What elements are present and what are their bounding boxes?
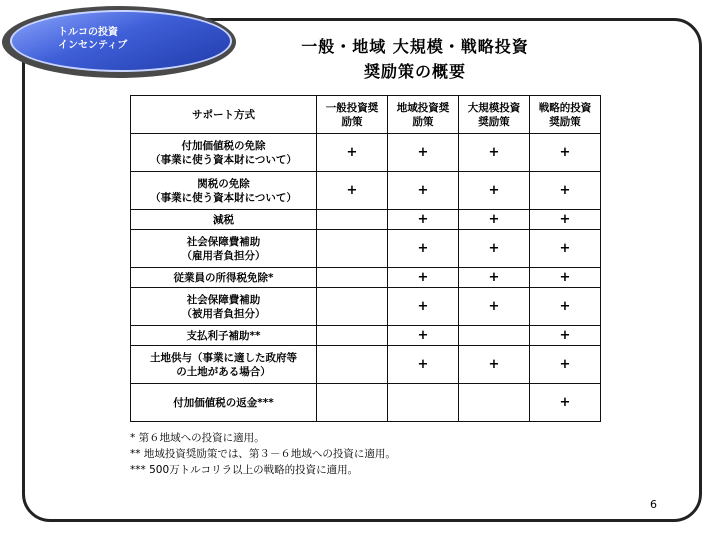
header-general-l2: 励策 — [341, 115, 363, 128]
row-mark: + — [388, 230, 459, 268]
row-mark — [317, 346, 388, 384]
table-row — [131, 230, 601, 268]
row-support-type — [131, 326, 317, 346]
row-support-type — [131, 210, 317, 230]
row-mark: + — [530, 288, 601, 326]
page-number: 6 — [650, 498, 657, 511]
row-label-line-1: 従業員の所得税免除* — [173, 271, 274, 284]
header-support-type: サポート方式 — [131, 96, 317, 134]
header-general-l1: 一般投資奨 — [325, 101, 379, 114]
title-line-2: 奨励策の概要 — [363, 62, 466, 81]
row-mark: + — [530, 172, 601, 210]
row-label-line-2: （事業に使う資本財について） — [150, 153, 297, 166]
title-line-1: 一般・地域 大規模・戦略投資 — [301, 37, 529, 56]
row-mark: + — [459, 134, 530, 172]
footnote-2: ** 地域投資奨励策では、第３－６地域への投資に適用。 — [130, 448, 396, 460]
row-support-type — [131, 384, 317, 422]
row-mark: + — [459, 172, 530, 210]
table-body — [131, 134, 601, 422]
row-mark: + — [530, 134, 601, 172]
row-support-type — [131, 346, 317, 384]
header-strategic-l1: 戦略的投資 — [538, 101, 592, 114]
row-mark: + — [530, 326, 601, 346]
header-strategic — [530, 96, 601, 134]
header-large-scale-l1: 大規模投資 — [467, 101, 521, 114]
row-support-type — [131, 172, 317, 210]
row-label-line-1: 付加価値税の免除 — [181, 139, 266, 152]
header-strategic-l2: 奨励策 — [549, 115, 581, 128]
row-mark: + — [388, 288, 459, 326]
row-mark: + — [388, 346, 459, 384]
incentive-table — [130, 95, 601, 422]
row-mark: + — [388, 172, 459, 210]
row-mark: + — [459, 210, 530, 230]
row-support-type — [131, 268, 317, 288]
table-row — [131, 172, 601, 210]
row-mark — [388, 384, 459, 422]
row-label-line-1: 社会保障費補助 — [186, 235, 261, 248]
header-regional — [388, 96, 459, 134]
page-title — [250, 34, 580, 84]
table-row — [131, 346, 601, 384]
row-mark — [459, 326, 530, 346]
badge-line-1: トルコの投資 — [58, 27, 118, 38]
footnotes — [130, 430, 396, 478]
header-large-scale-l2: 奨励策 — [478, 115, 510, 128]
table-row — [131, 326, 601, 346]
row-mark: + — [530, 230, 601, 268]
row-label-line-1: 支払利子補助** — [186, 329, 261, 342]
row-mark: + — [459, 346, 530, 384]
row-mark: + — [317, 172, 388, 210]
table-row — [131, 210, 601, 230]
table-row — [131, 384, 601, 422]
row-mark: + — [530, 384, 601, 422]
row-mark — [459, 384, 530, 422]
row-mark: + — [530, 210, 601, 230]
row-mark — [317, 288, 388, 326]
row-label-line-2: （事業に使う資本財について） — [150, 191, 297, 204]
table-header-row — [131, 96, 601, 134]
row-support-type — [131, 134, 317, 172]
row-mark: + — [388, 326, 459, 346]
row-support-type — [131, 288, 317, 326]
row-support-type — [131, 230, 317, 268]
header-regional-l2: 励策 — [412, 115, 434, 128]
row-mark: + — [317, 134, 388, 172]
footnote-1: * 第６地域への投資に適用。 — [130, 432, 265, 444]
row-mark — [317, 384, 388, 422]
row-label-line-2: （雇用者負担分） — [181, 249, 266, 262]
header-regional-l1: 地域投資奨 — [396, 101, 450, 114]
row-mark — [317, 326, 388, 346]
row-label-line-1: 社会保障費補助 — [186, 293, 261, 306]
row-mark: + — [388, 210, 459, 230]
row-mark: + — [459, 268, 530, 288]
header-general — [317, 96, 388, 134]
row-label-line-1: 減税 — [213, 213, 234, 226]
table-row — [131, 288, 601, 326]
row-mark — [317, 230, 388, 268]
row-mark: + — [530, 346, 601, 384]
row-mark: + — [388, 268, 459, 288]
footnote-3: *** 500万トルコリラ以上の戦略的投資に適用。 — [130, 464, 359, 476]
row-mark: + — [459, 230, 530, 268]
row-mark — [317, 210, 388, 230]
header-large-scale — [459, 96, 530, 134]
table-row — [131, 268, 601, 288]
badge-line-2: インセンティブ — [58, 40, 128, 51]
row-mark: + — [530, 268, 601, 288]
row-mark: + — [388, 134, 459, 172]
row-label-line-1: 土地供与（事業に適した政府等 — [150, 351, 297, 364]
section-badge-label — [58, 26, 198, 52]
row-label-line-1: 関税の免除 — [197, 177, 250, 190]
row-label-line-2: （被用者負担分） — [181, 307, 266, 320]
table-row — [131, 134, 601, 172]
row-label-line-2: の土地がある場合） — [176, 365, 271, 378]
row-label-line-1: 付加価値税の返金*** — [173, 396, 274, 409]
row-mark: + — [459, 288, 530, 326]
row-mark — [317, 268, 388, 288]
